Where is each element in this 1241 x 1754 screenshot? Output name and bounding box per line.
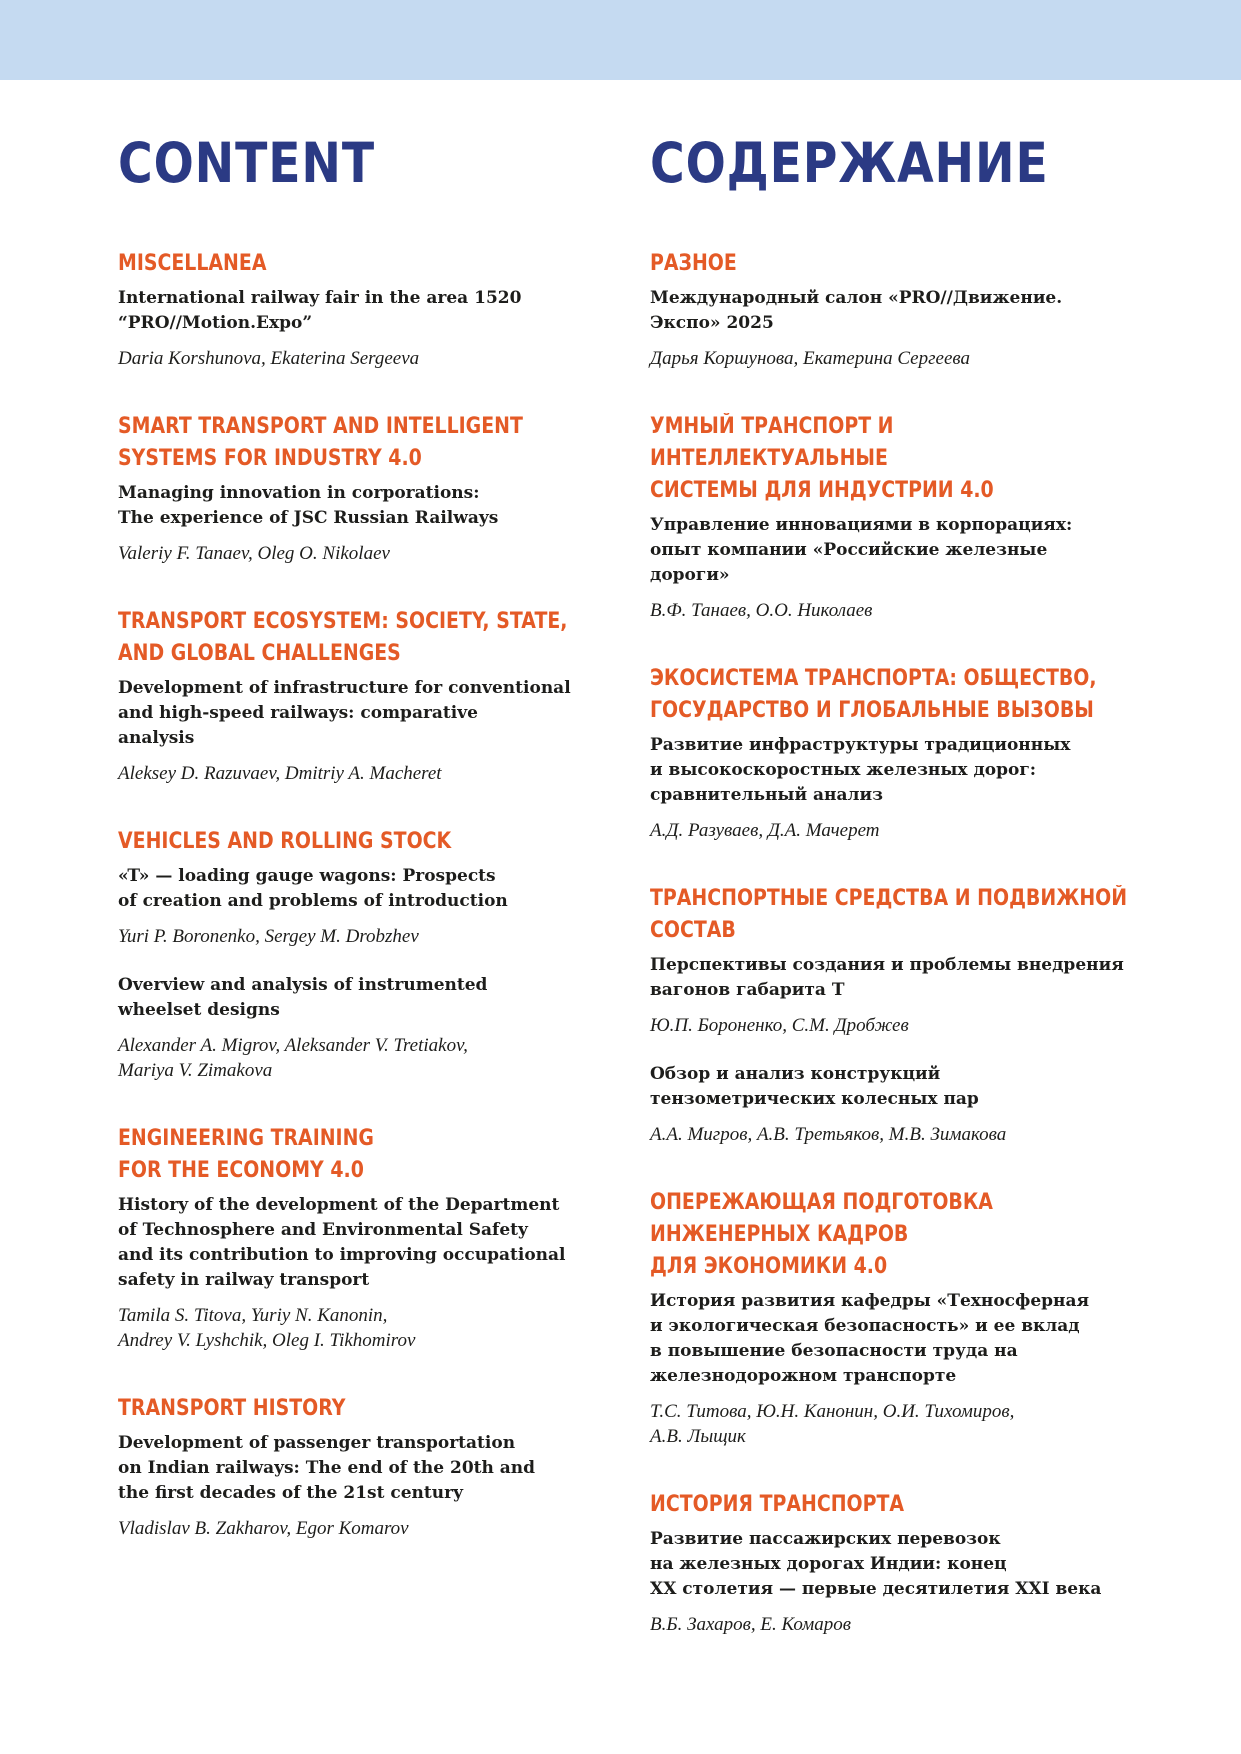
toc-entry[interactable] (118, 973, 598, 1083)
toc-section (118, 606, 598, 786)
toc-section (118, 248, 598, 371)
article-title: Международный салон «PRO//Движение. Экспо» 2025 (650, 288, 1063, 333)
article-authors: Yuri P. Boronenko, Sergey M. Drobzhev (118, 926, 419, 947)
toc-entry[interactable] (650, 733, 1130, 843)
page-title-ru: СОДЕРЖАНИЕ (650, 131, 1049, 195)
article-authors: Tamila S. Titova, Yuriy N. Kanonin, Andrey V. Lyshchik, Oleg I. Tikhomirov (118, 1305, 416, 1351)
article-title: «T» — loading gauge wagons: Prospects of creation and problems of introduction (118, 866, 508, 911)
article-authors: Дарья Коршунова, Екатерина Сергеева (650, 348, 971, 369)
toc-entry[interactable] (650, 286, 1130, 371)
toc-section (650, 663, 1130, 843)
section-heading: ОПЕРЕЖАЮЩАЯ ПОДГОТОВКА ИНЖЕНЕРНЫХ КАДРОВ ДЛЯ ЭКОНОМИКИ 4.0 (650, 1190, 993, 1279)
toc-entry[interactable] (118, 481, 598, 566)
article-authors: Т.С. Титова, Ю.Н. Канонин, О.И. Тихомиров, А.В. Лыщик (650, 1401, 1015, 1447)
article-title: Развитие инфраструктуры традиционных и высокоскоростных железных дорог: сравнительный анализ (650, 735, 1071, 805)
article-title: Развитие пассажирских перевозок на железных дорогах Индии: конец XX столетия — первые десятилетия XXI века (650, 1529, 1102, 1599)
toc-entry[interactable] (650, 513, 1130, 623)
section-heading: TRANSPORT HISTORY (118, 1396, 346, 1421)
article-title: Обзор и анализ конструкций тензометрических колесных пар (650, 1064, 979, 1109)
toc-entry[interactable] (118, 864, 598, 949)
article-authors: А.Д. Разуваев, Д.А. Мачерет (650, 820, 880, 841)
article-title: Development of infrastructure for conventional and high-speed railways: comparative analysis (118, 678, 571, 748)
content-column-ru (650, 130, 1130, 1677)
toc-section (118, 411, 598, 566)
article-authors: В.Ф. Танаев, О.О. Николаев (650, 600, 873, 621)
section-heading: ИСТОРИЯ ТРАНСПОРТА (650, 1492, 905, 1517)
toc-section (650, 1489, 1130, 1637)
article-title: Development of passenger transportation on Indian railways: The end of the 20th and the first decades of the 21st century (118, 1433, 536, 1503)
article-title: History of the development of the Department of Technosphere and Environmental Safety and its contribution to improving occupational safety in railway transport (118, 1195, 566, 1290)
article-authors: Valeriy F. Tanaev, Oleg O. Nikolaev (118, 543, 390, 564)
section-heading: ЭКОСИСТЕМА ТРАНСПОРТА: ОБЩЕСТВО, ГОСУДАРСТВО И ГЛОБАЛЬНЫЕ ВЫЗОВЫ (650, 666, 1097, 723)
article-title: Managing innovation in corporations: The experience of JSC Russian Railways (118, 483, 499, 528)
header-band (0, 0, 1241, 80)
article-title: История развития кафедры «Техносферная и экологическая безопасность» и ее вклад в повышение безопасности труда на железнодорожном транспорте (650, 1291, 1090, 1386)
toc-section (650, 411, 1130, 623)
section-heading: SMART TRANSPORT AND INTELLIGENT SYSTEMS FOR INDUSTRY 4.0 (118, 414, 523, 471)
article-authors: Daria Korshunova, Ekaterina Sergeeva (118, 348, 420, 369)
article-authors: Aleksey D. Razuvaev, Dmitriy A. Macheret (118, 763, 442, 784)
article-authors: Vladislav B. Zakharov, Egor Komarov (118, 1518, 409, 1539)
toc-entry[interactable] (118, 286, 598, 371)
toc-section (650, 883, 1130, 1147)
toc-section (650, 248, 1130, 371)
section-heading: ТРАНСПОРТНЫЕ СРЕДСТВА И ПОДВИЖНОЙ СОСТАВ (650, 886, 1128, 943)
section-heading: VEHICLES AND ROLLING STOCK (118, 829, 452, 854)
toc-section (118, 1123, 598, 1353)
article-title: Перспективы создания и проблемы внедрения вагонов габарита Т (650, 955, 1124, 1000)
section-heading: MISCELLANEA (118, 251, 267, 276)
page-title-en: CONTENT (118, 131, 375, 195)
article-title: International railway fair in the area 1520 “PRO//Motion.Expo” (118, 288, 522, 333)
toc-entry[interactable] (650, 1289, 1130, 1449)
section-heading: УМНЫЙ ТРАНСПОРТ И ИНТЕЛЛЕКТУАЛЬНЫЕ СИСТЕМЫ ДЛЯ ИНДУСТРИИ 4.0 (650, 414, 994, 503)
article-title: Overview and analysis of instrumented wheelset designs (118, 975, 488, 1020)
toc-entry[interactable] (118, 676, 598, 786)
toc-entry[interactable] (118, 1431, 598, 1541)
section-heading: TRANSPORT ECOSYSTEM: SOCIETY, STATE, AND GLOBAL CHALLENGES (118, 609, 568, 666)
toc-section (118, 826, 598, 1083)
toc-entry[interactable] (650, 953, 1130, 1038)
toc-section (118, 1393, 598, 1541)
article-authors: Alexander A. Migrov, Aleksander V. Tretiakov, Mariya V. Zimakova (118, 1035, 468, 1081)
toc-entry[interactable] (650, 1062, 1130, 1147)
article-title: Управление инновациями в корпорациях: опыт компании «Российские железные дороги» (650, 515, 1073, 585)
section-heading: ENGINEERING TRAINING FOR THE ECONOMY 4.0 (118, 1126, 374, 1183)
toc-entry[interactable] (118, 1193, 598, 1353)
article-authors: Ю.П. Бороненко, С.М. Дробжев (650, 1015, 909, 1036)
article-authors: В.Б. Захаров, Е. Комаров (650, 1614, 852, 1635)
article-authors: А.А. Мигров, А.В. Третьяков, М.В. Зимакова (650, 1124, 1007, 1145)
toc-entry[interactable] (650, 1527, 1130, 1637)
content-column-en (118, 130, 598, 1581)
section-heading: РАЗНОЕ (650, 251, 737, 276)
toc-section (650, 1187, 1130, 1449)
